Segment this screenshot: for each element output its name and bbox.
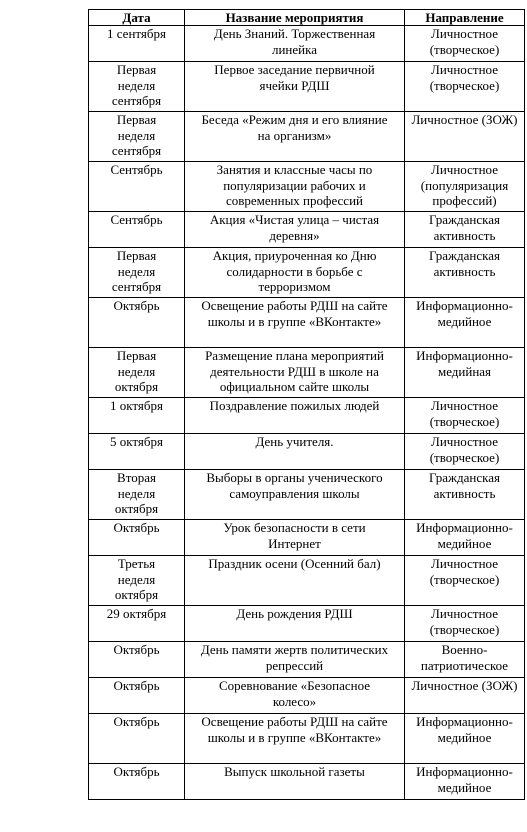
cell-direction: Гражданская активность xyxy=(405,470,525,520)
cell-date: 29 октября xyxy=(89,606,185,642)
cell-direction: Информационно-медийное xyxy=(405,714,525,764)
cell-direction: Личностное (популяризация профессий) xyxy=(405,162,525,212)
cell-direction: Военно-патриотическое xyxy=(405,642,525,678)
cell-direction: Информационно-медийное xyxy=(405,764,525,800)
cell-event: Выпуск школьной газеты xyxy=(185,764,405,800)
cell-event: Акция «Чистая улица – чистая деревня» xyxy=(185,212,405,248)
cell-direction: Личностное (ЗОЖ) xyxy=(405,112,525,162)
cell-date: 1 октября xyxy=(89,398,185,434)
cell-date: Октябрь xyxy=(89,298,185,348)
cell-direction: Гражданская активность xyxy=(405,212,525,248)
cell-date: Октябрь xyxy=(89,764,185,800)
table-row xyxy=(89,606,525,642)
cell-direction: Личностное (творческое) xyxy=(405,556,525,606)
cell-event: Урок безопасности в сети Интернет xyxy=(185,520,405,556)
table-body xyxy=(89,26,525,800)
table-header-row xyxy=(89,10,525,26)
cell-event: Соревнование «Безопасное колесо» xyxy=(185,678,405,714)
cell-date: Первая неделя сентября xyxy=(89,248,185,298)
table-row xyxy=(89,470,525,520)
cell-date: Октябрь xyxy=(89,520,185,556)
cell-date: Сентябрь xyxy=(89,212,185,248)
header-direction: Направление xyxy=(405,10,525,26)
cell-event: День учителя. xyxy=(185,434,405,470)
table-row xyxy=(89,298,525,348)
events-table xyxy=(88,9,525,800)
cell-date: Сентябрь xyxy=(89,162,185,212)
cell-direction: Личностное (творческое) xyxy=(405,26,525,62)
table-row xyxy=(89,62,525,112)
cell-event: Акция, приуроченная ко Дню солидарности в борьбе с терроризмом xyxy=(185,248,405,298)
cell-direction: Информационно-медийное xyxy=(405,298,525,348)
table-row xyxy=(89,642,525,678)
table-row xyxy=(89,556,525,606)
cell-date: Первая неделя сентября xyxy=(89,112,185,162)
cell-event: День памяти жертв политических репрессий xyxy=(185,642,405,678)
table-row xyxy=(89,26,525,62)
cell-direction: Информационно-медийное xyxy=(405,520,525,556)
table-row xyxy=(89,348,525,398)
cell-direction: Личностное (творческое) xyxy=(405,434,525,470)
table-row xyxy=(89,678,525,714)
cell-event: Поздравление пожилых людей xyxy=(185,398,405,434)
table-row xyxy=(89,398,525,434)
cell-direction: Личностное (творческое) xyxy=(405,606,525,642)
table-row xyxy=(89,520,525,556)
cell-event: День Знаний. Торжественная линейка xyxy=(185,26,405,62)
cell-date: Первая неделя сентября xyxy=(89,62,185,112)
cell-date: 1 сентября xyxy=(89,26,185,62)
cell-event: День рождения РДШ xyxy=(185,606,405,642)
cell-event: Освещение работы РДШ на сайте школы и в группе «ВКонтакте» xyxy=(185,714,405,764)
cell-event: Первое заседание первичной ячейки РДШ xyxy=(185,62,405,112)
table-row xyxy=(89,714,525,764)
cell-date: Первая неделя октября xyxy=(89,348,185,398)
cell-date: Октябрь xyxy=(89,714,185,764)
events-table-container xyxy=(88,9,524,800)
table-row xyxy=(89,248,525,298)
cell-direction: Информационно-медийная xyxy=(405,348,525,398)
cell-direction: Личностное (творческое) xyxy=(405,62,525,112)
cell-event: Размещение плана мероприятий деятельности РДШ в школе на официальном сайте школы xyxy=(185,348,405,398)
table-row xyxy=(89,212,525,248)
header-date: Дата xyxy=(89,10,185,26)
table-row xyxy=(89,434,525,470)
cell-event: Беседа «Режим дня и его влияние на организм» xyxy=(185,112,405,162)
cell-direction: Гражданская активность xyxy=(405,248,525,298)
cell-event: Праздник осени (Осенний бал) xyxy=(185,556,405,606)
cell-event: Выборы в органы ученического самоуправления школы xyxy=(185,470,405,520)
table-row xyxy=(89,764,525,800)
cell-date: Октябрь xyxy=(89,642,185,678)
cell-event: Занятия и классные часы по популяризации рабочих и современных профессий xyxy=(185,162,405,212)
cell-date: Вторая неделя октября xyxy=(89,470,185,520)
cell-date: 5 октября xyxy=(89,434,185,470)
cell-date: Октябрь xyxy=(89,678,185,714)
cell-direction: Личностное (ЗОЖ) xyxy=(405,678,525,714)
header-event: Название мероприятия xyxy=(185,10,405,26)
table-row xyxy=(89,112,525,162)
cell-direction: Личностное (творческое) xyxy=(405,398,525,434)
table-row xyxy=(89,162,525,212)
cell-event: Освещение работы РДШ на сайте школы и в группе «ВКонтакте» xyxy=(185,298,405,348)
cell-date: Третья неделя октября xyxy=(89,556,185,606)
